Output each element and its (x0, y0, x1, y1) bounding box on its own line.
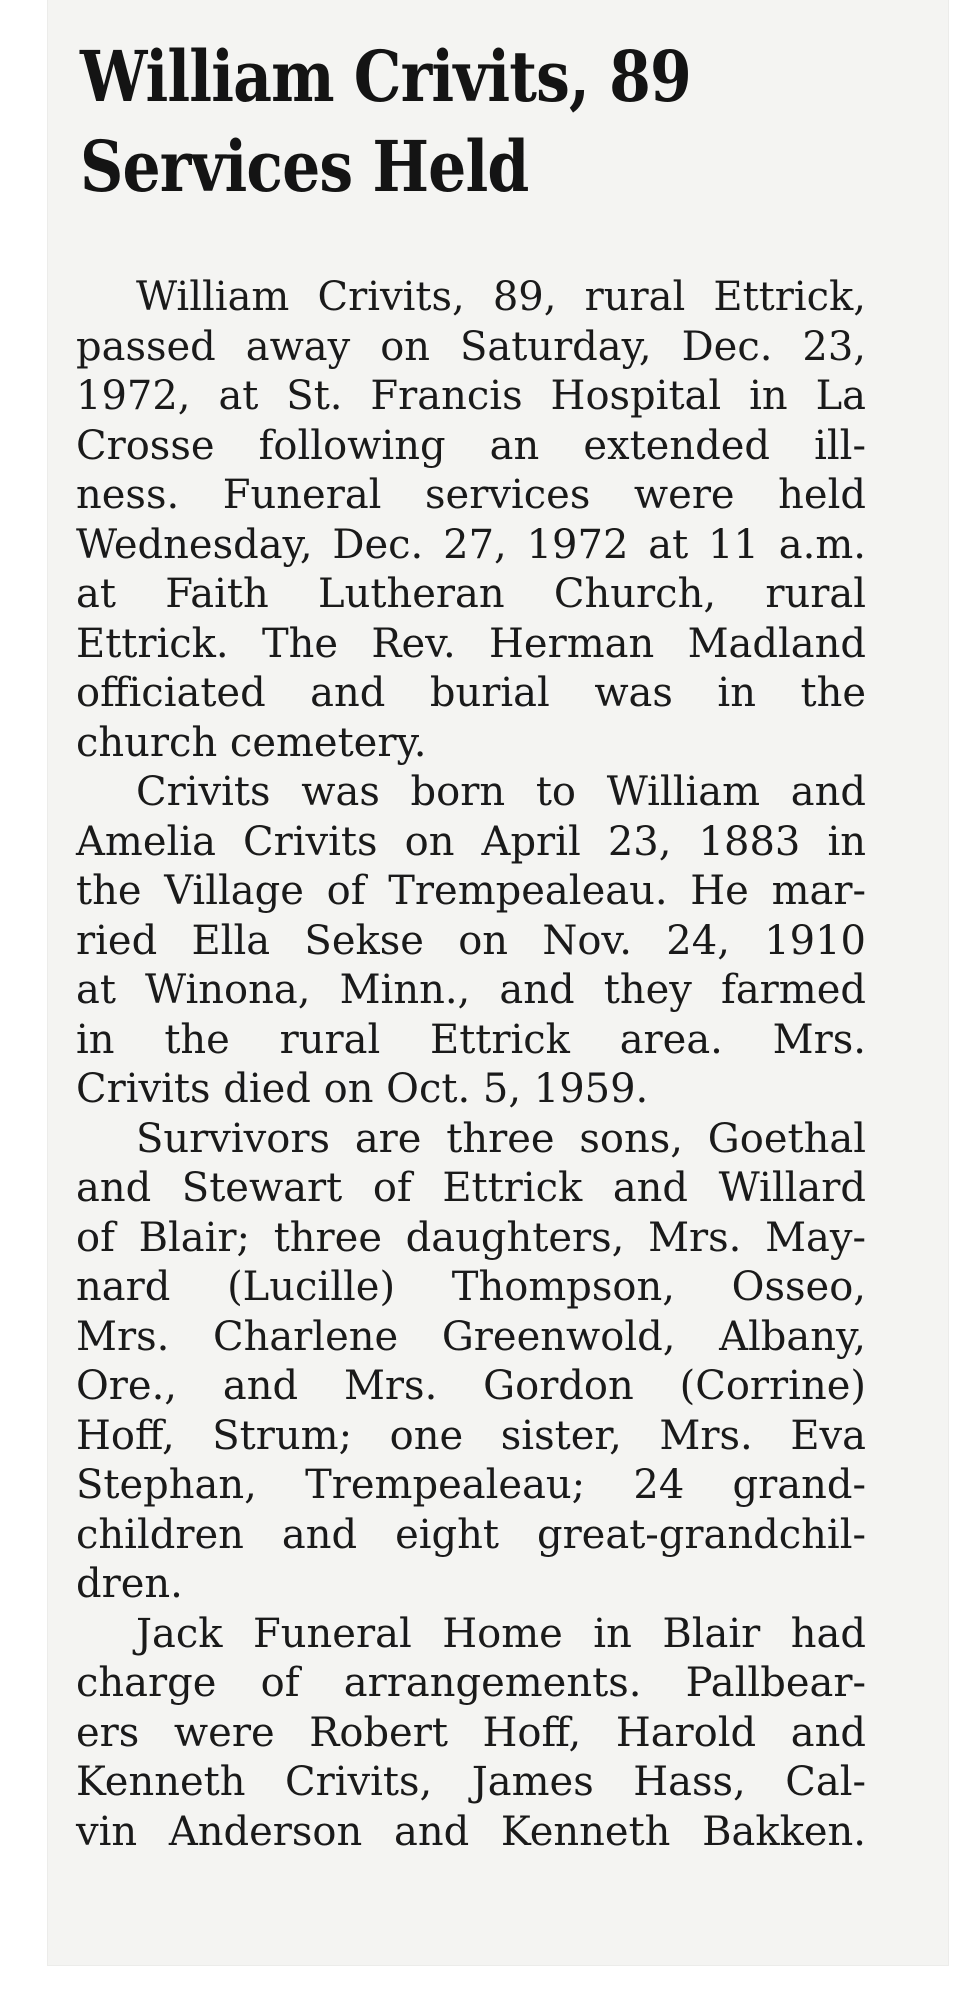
text-line: Crivits was born to William and (136, 769, 866, 815)
text-line: at Faith Lutheran Church, rural (76, 571, 866, 617)
text-line: Survivors are three sons, Goethal (136, 1115, 866, 1162)
paragraph-death-notice (76, 273, 866, 768)
headline-line-2: Services Held (80, 126, 529, 208)
text-line: Wednesday, Dec. 27, 1972 at 11 a.m. (76, 521, 866, 568)
text-line: ers were Robert Hoff, Harold and (76, 1709, 866, 1756)
text-line: William Crivits, 89, rural Ettrick, (136, 274, 866, 320)
text-line: and Stewart of Ettrick and Willard (76, 1165, 866, 1211)
text-line: Stephan, Trempealeau; 24 grand- (76, 1462, 866, 1508)
headline (80, 32, 768, 212)
article-body (76, 273, 866, 1857)
text-line: Amelia Crivits on April 23, 1883 in (76, 818, 866, 865)
text-line: at Winona, Minn., and they farmed (76, 967, 866, 1013)
text-line: Jack Funeral Home in Blair had (136, 1610, 866, 1657)
text-line: 1972, at St. Francis Hospital in La (76, 373, 866, 419)
text-line: nard (Lucille) Thompson, Osseo, (76, 1264, 866, 1310)
text-line: the Village of Trempealeau. He mar- (76, 868, 866, 914)
paragraph-biography (76, 768, 866, 1115)
text-line: Ettrick. The Rev. Herman Madland (76, 620, 866, 667)
text-line: Crosse following an extended ill- (76, 422, 866, 469)
text-line: vin Anderson and Kenneth Bakken. (76, 1808, 866, 1855)
text-line: Kenneth Crivits, James Hass, Cal- (76, 1759, 866, 1805)
text-line: Hoff, Strum; one sister, Mrs. Eva (76, 1412, 866, 1459)
text-line: officiated and burial was in the (76, 670, 866, 716)
paragraph-arrangements (76, 1610, 866, 1858)
text-line: in the rural Ettrick area. Mrs. (76, 1016, 866, 1063)
text-line: ried Ella Sekse on Nov. 24, 1910 (76, 917, 866, 964)
paragraph-survivors (76, 1115, 866, 1610)
text-line: Mrs. Charlene Greenwold, Albany, (76, 1313, 866, 1360)
text-line: passed away on Saturday, Dec. 23, (76, 323, 866, 370)
text-line: of Blair; three daughters, Mrs. May- (76, 1214, 866, 1261)
text-line: church cemetery. (76, 719, 427, 766)
text-line: children and eight great-grandchil- (76, 1511, 866, 1558)
text-line: dren. (76, 1561, 183, 1607)
text-line: ness. Funeral services were held (76, 472, 866, 518)
text-line: charge of arrangements. Pallbear- (76, 1660, 866, 1706)
text-line: Crivits died on Oct. 5, 1959. (76, 1066, 649, 1112)
headline-line-1: William Crivits, 89 (80, 36, 691, 118)
text-line: Ore., and Mrs. Gordon (Corrine) (76, 1363, 866, 1409)
